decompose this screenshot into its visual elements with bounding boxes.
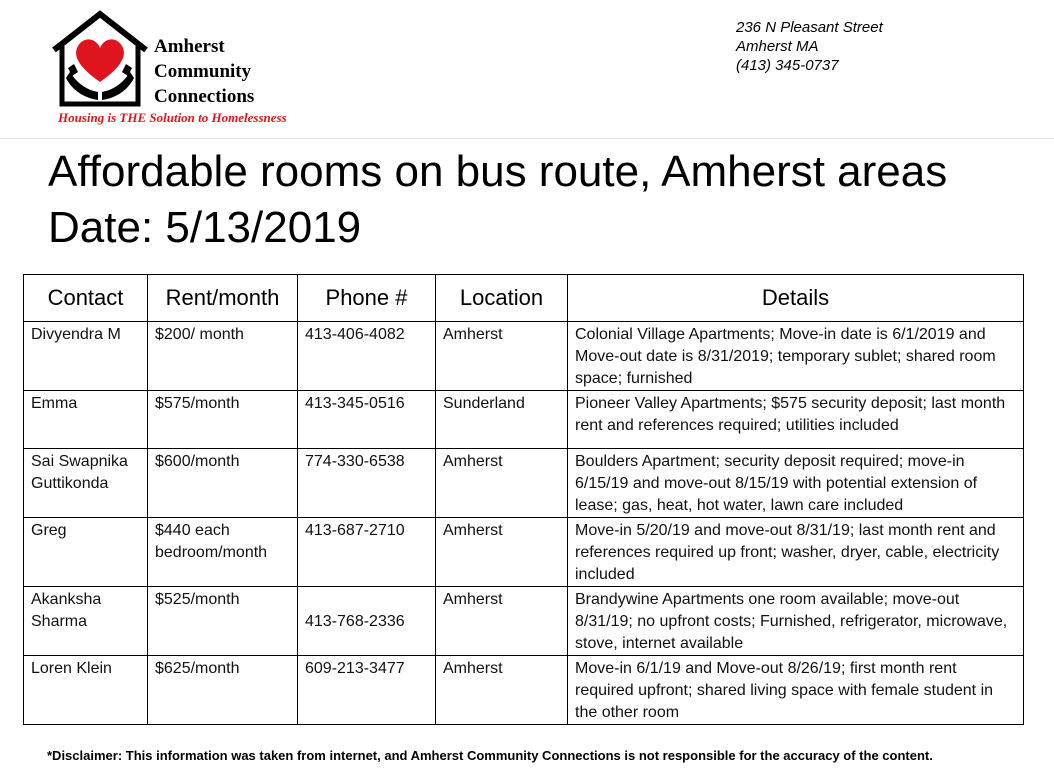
table-row — [24, 656, 1024, 725]
cell-contact: Divyendra M — [24, 322, 148, 391]
table-row — [24, 322, 1024, 391]
page-title — [48, 144, 947, 256]
cell-contact: Greg — [24, 518, 148, 587]
table-row — [24, 391, 1024, 449]
cell-location: Amherst — [436, 656, 568, 725]
org-name — [154, 34, 254, 109]
cell-contact: Loren Klein — [24, 656, 148, 725]
cell-location: Amherst — [436, 587, 568, 656]
cell-details: Move-in 6/1/19 and Move-out 8/26/19; first month rent required upfront; shared living space with female student in the other room — [568, 656, 1024, 725]
table-header-row — [24, 275, 1024, 322]
table-row — [24, 449, 1024, 518]
org-logo — [46, 8, 328, 132]
address-city: Amherst MA — [736, 38, 819, 55]
header-divider — [0, 138, 1054, 139]
header-contact: Contact — [24, 275, 148, 322]
header-rent: Rent/month — [148, 275, 298, 322]
org-name-line1: Amherst — [154, 36, 225, 57]
address-street: 236 N Pleasant Street — [736, 19, 883, 36]
cell-details: Brandywine Apartments one room available; move-out 8/31/19; no upfront costs; Furnished, refrigerator, microwave, stove, internet available — [568, 587, 1024, 656]
cell-phone: 413-768-2336 — [298, 587, 436, 656]
header-details: Details — [568, 275, 1024, 322]
cell-contact: Emma — [24, 391, 148, 449]
cell-location: Amherst — [436, 518, 568, 587]
org-name-line2: Community — [154, 61, 252, 82]
table-row — [24, 518, 1024, 587]
cell-phone: 774-330-6538 — [298, 449, 436, 518]
listings-table — [23, 274, 1024, 725]
cell-location: Amherst — [436, 322, 568, 391]
cell-phone: 413-687-2710 — [298, 518, 436, 587]
header-location: Location — [436, 275, 568, 322]
disclaimer: *Disclaimer: This information was taken from internet, and Amherst Community Connections is not responsible for the accuracy of the content. — [47, 748, 933, 763]
cell-phone: 609-213-3477 — [298, 656, 436, 725]
cell-details: Pioneer Valley Apartments; $575 security deposit; last month rent and references required; utilities included — [568, 391, 1024, 449]
cell-rent: $525/month — [148, 587, 298, 656]
cell-contact: Sai Swapnika Guttikonda — [24, 449, 148, 518]
cell-phone: 413-345-0516 — [298, 391, 436, 449]
cell-details: Boulders Apartment; security deposit required; move-in 6/15/19 and move-out 8/15/19 with potential extension of lease; gas, heat, hot water, lawn care included — [568, 449, 1024, 518]
cell-details: Move-in 5/20/19 and move-out 8/31/19; last month rent and references required up front; washer, dryer, cable, electricity included — [568, 518, 1024, 587]
cell-contact: Akanksha Sharma — [24, 587, 148, 656]
cell-rent: $625/month — [148, 656, 298, 725]
table-row — [24, 587, 1024, 656]
title-line1: Affordable rooms on bus route, Amherst areas — [48, 147, 948, 196]
cell-details: Colonial Village Apartments; Move-in date is 6/1/2019 and Move-out date is 8/31/2019; temporary sublet; shared room space; furnished — [568, 322, 1024, 391]
org-name-line3: Connections — [154, 86, 255, 107]
cell-rent: $200/ month — [148, 322, 298, 391]
cell-rent: $575/month — [148, 391, 298, 449]
cell-location: Sunderland — [436, 391, 568, 449]
address-phone: (413) 345-0737 — [736, 57, 839, 74]
cell-rent: $440 each bedroom/month — [148, 518, 298, 587]
cell-phone: 413-406-4082 — [298, 322, 436, 391]
cell-location: Amherst — [436, 449, 568, 518]
header-phone: Phone # — [298, 275, 436, 322]
cell-rent: $600/month — [148, 449, 298, 518]
title-date: Date: 5/13/2019 — [48, 203, 362, 252]
org-address — [736, 18, 883, 75]
house-heart-hands-icon — [50, 10, 150, 108]
tagline: Housing is THE Solution to Homelessness — [58, 110, 287, 125]
